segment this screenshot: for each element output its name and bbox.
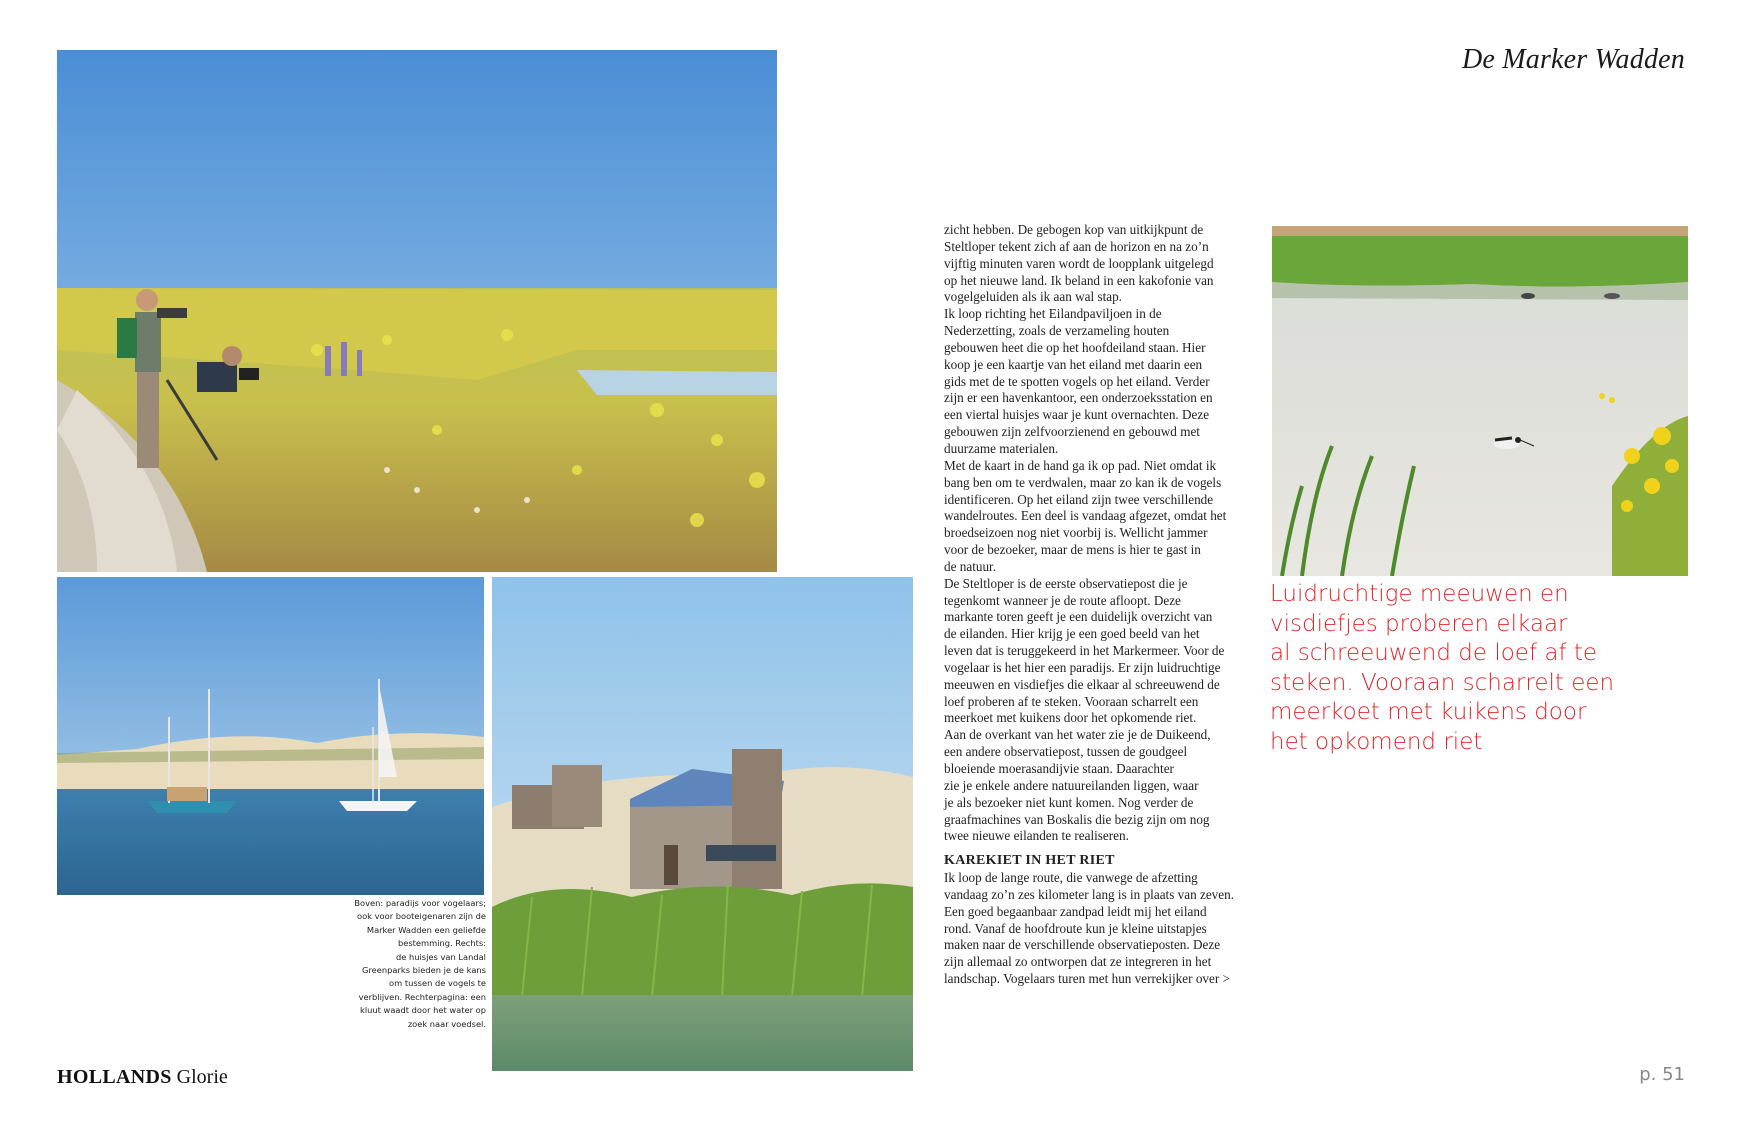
photo-sailboats: [57, 577, 484, 895]
pull-quote-line: het opkomend riet: [1270, 728, 1483, 755]
body-line: Steltloper tekent zich af aan de horizon en na zo’n: [944, 238, 1209, 254]
caption-line: bestemming. Rechts:: [397, 938, 486, 949]
body-line: loef proberen af te steken. Vooraan scharrelt een: [944, 693, 1199, 709]
body-line: meerkoet met kuikens door het opkomende riet.: [944, 710, 1197, 726]
body-line: je als bezoeker niet kunt komen. Nog verder de: [944, 794, 1194, 810]
body-line: markante toren geeft je een duidelijk overzicht van: [944, 609, 1213, 625]
body-line: de eilanden. Hier krijg je een goed beeld van het: [944, 626, 1200, 642]
body-line: een andere observatiepost, tussen de goudgeel: [944, 744, 1188, 760]
page-number: p. 51: [1639, 1064, 1685, 1085]
body-line: zijn er een havenkantoor, een onderzoeksstation en: [944, 390, 1213, 406]
photo-cabins: [492, 577, 913, 1071]
caption-line: Greenparks bieden je de kans: [362, 965, 486, 976]
article-body: [944, 222, 1244, 988]
caption-line: Boven: paradijs voor vogelaars;: [354, 898, 486, 908]
body-line: twee nieuwe eilanden te realiseren.: [944, 828, 1129, 844]
body-line: wandelroutes. Een deel is vandaag afgezet, omdat het: [944, 508, 1227, 524]
body-line: Een goed begaanbaar zandpad leidt mij het eiland: [944, 903, 1207, 919]
body-line: identificeren. Op het eiland zijn twee verschillende: [944, 491, 1214, 507]
caption-line: de huisjes van Landal: [395, 951, 486, 962]
body-line: zie je enkele andere natuureilanden liggen, waar: [944, 777, 1199, 793]
caption-line: Marker Wadden een geliefde: [366, 924, 486, 935]
body-line: vogelgeluiden als ik aan wal stap.: [944, 289, 1122, 305]
caption-line: zoek naar voedsel.: [407, 1018, 486, 1029]
body-line: voor de bezoeker, maar de mens is hier te gast in: [944, 542, 1201, 558]
body-line: Ik loop richting het Eilandpaviljoen in de: [944, 306, 1162, 322]
caption-line: ook voor booteigenaren zijn de: [357, 911, 486, 922]
body-line: zijn allemaal zo ontworpen dat ze integreren in het: [944, 954, 1212, 970]
body-line: broedseizoen nog niet voorbij is. Wellicht jammer: [944, 525, 1208, 541]
body-line: Ik loop de lange route, die vanwege de afzetting: [944, 870, 1198, 886]
body-line: tegenkomt wanneer je de route afloopt. Deze: [944, 592, 1181, 608]
body-line: een viertal huisjes waar je kunt overnachten. Deze: [944, 407, 1210, 423]
pull-quote: [1270, 580, 1690, 757]
pull-quote-line: visdiefjes proberen elkaar: [1270, 610, 1568, 637]
body-line: vijftig minuten varen wordt de loopplank uitgelegd: [944, 255, 1214, 271]
caption-line: kluut waadt door het water op: [360, 1005, 486, 1016]
body-line: op het nieuwe land. Ik beland in een kakofonie van: [944, 272, 1214, 288]
pull-quote-line: meerkoet met kuikens door: [1270, 699, 1587, 725]
body-line: rond. Vanaf de hoofdroute kun je kleine uitstapjes: [944, 920, 1207, 936]
body-line: leven dat is teruggekeerd in het Markermeer. Voor de: [944, 643, 1225, 659]
body-line: landschap. Vogelaars turen met hun verrekijker over >: [944, 971, 1230, 987]
photo-avocet-pond: [1272, 226, 1688, 576]
body-line: gebouwen zijn zelfvoorzienend en gebouwd met: [944, 424, 1200, 440]
caption-line: verblijven. Rechterpagina: een: [358, 991, 486, 1002]
body-line: Aan de overkant van het water zie je de Duikeend,: [944, 727, 1211, 743]
body-line: duurzame materialen.: [944, 440, 1059, 456]
body-line: graafmachines van Boskalis die bezig zijn om nog: [944, 811, 1210, 827]
section-subheading: KAREKIET IN HET RIET: [944, 853, 1115, 869]
caption-line: om tussen de vogels te: [389, 978, 486, 989]
brand-name-bold: HOLLANDS: [57, 1066, 172, 1088]
pull-quote-line: steken. Vooraan scharrelt een: [1270, 669, 1615, 696]
body-line: koop je een kaartje van het eiland met daarin een: [944, 356, 1203, 372]
body-line: De Steltloper is de eerste observatiepost die je: [944, 575, 1188, 591]
section-title: De Marker Wadden: [1461, 44, 1685, 75]
brand-name-rest: Glorie: [176, 1066, 228, 1088]
body-line: vogelaar is het hier een paradijs. Er zijn luidruchtige: [944, 659, 1221, 675]
body-line: gids met de te spotten vogels op het eiland. Verder: [944, 373, 1210, 389]
body-line: zicht hebben. De gebogen kop van uitkijkpunt de: [944, 222, 1204, 237]
body-line: Nederzetting, zoals de verzameling houten: [944, 323, 1170, 339]
photo-caption: [300, 897, 486, 1031]
body-line: gebouwen heet die op het hoofdeiland staan. Hier: [944, 339, 1206, 355]
body-line: maken naar de verschillende observatieposten. Deze: [944, 937, 1221, 953]
magazine-brand: [57, 1066, 228, 1089]
body-line: bloeiende moerasandijvie staan. Daarachter: [944, 761, 1174, 776]
body-line: Met de kaart in de hand ga ik op pad. Niet omdat ik: [944, 457, 1217, 473]
body-line: de natuur.: [944, 558, 997, 574]
pull-quote-line: al schreeuwend de loef af te: [1270, 640, 1598, 666]
photo-birdwatchers: [57, 50, 777, 572]
pull-quote-line: Luidruchtige meeuwen en: [1270, 581, 1569, 607]
body-line: vandaag zo’n zes kilometer lang is in plaats van zeven.: [944, 886, 1235, 902]
body-line: bang ben om te verdwalen, maar zo kan ik de vogels: [944, 474, 1222, 490]
body-line: meeuwen en visdiefjes die elkaar al schreeuwend de: [944, 676, 1220, 692]
